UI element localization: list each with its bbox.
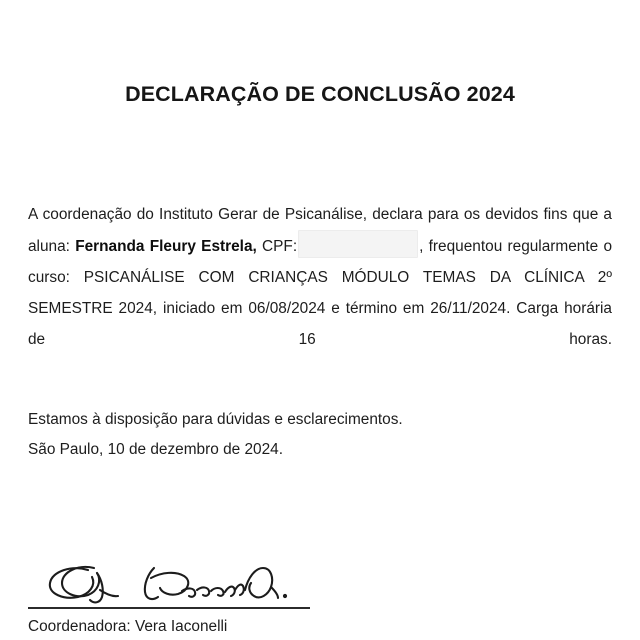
signature-rule xyxy=(28,607,310,609)
date-line: São Paulo, 10 de dezembro de 2024. xyxy=(28,441,283,458)
declaration-course-text: , frequentou regularmente o curso: PSICANÁLISE COM CRIANÇAS MÓDULO TEMAS DA CLÍNICA 2º SEMESTRE 2024, iniciado em 06/08/2024 e término em 26/11/2024. Carga horária de 16 horas. xyxy=(28,238,613,348)
signature-caption: Coordenadora: Vera Iaconelli xyxy=(28,618,228,635)
signature-block xyxy=(28,560,328,638)
paragraph-declaration xyxy=(28,199,612,386)
handwritten-signature-icon xyxy=(42,560,302,606)
paragraph-closing: Estamos à disposição para dúvidas e esclarecimentos. xyxy=(28,411,403,428)
document-body xyxy=(28,199,612,435)
student-name: Fernanda Fleury Estrela, xyxy=(75,238,257,255)
cpf-redaction-box xyxy=(298,230,418,258)
page-title: DECLARAÇÃO DE CONCLUSÃO 2024 xyxy=(125,82,515,107)
declaration-intro-text: A coordenação do Instituto Gerar de Psicanálise, declara para os devidos fins que a aluna: xyxy=(28,206,612,255)
cpf-label: CPF: xyxy=(256,238,298,255)
